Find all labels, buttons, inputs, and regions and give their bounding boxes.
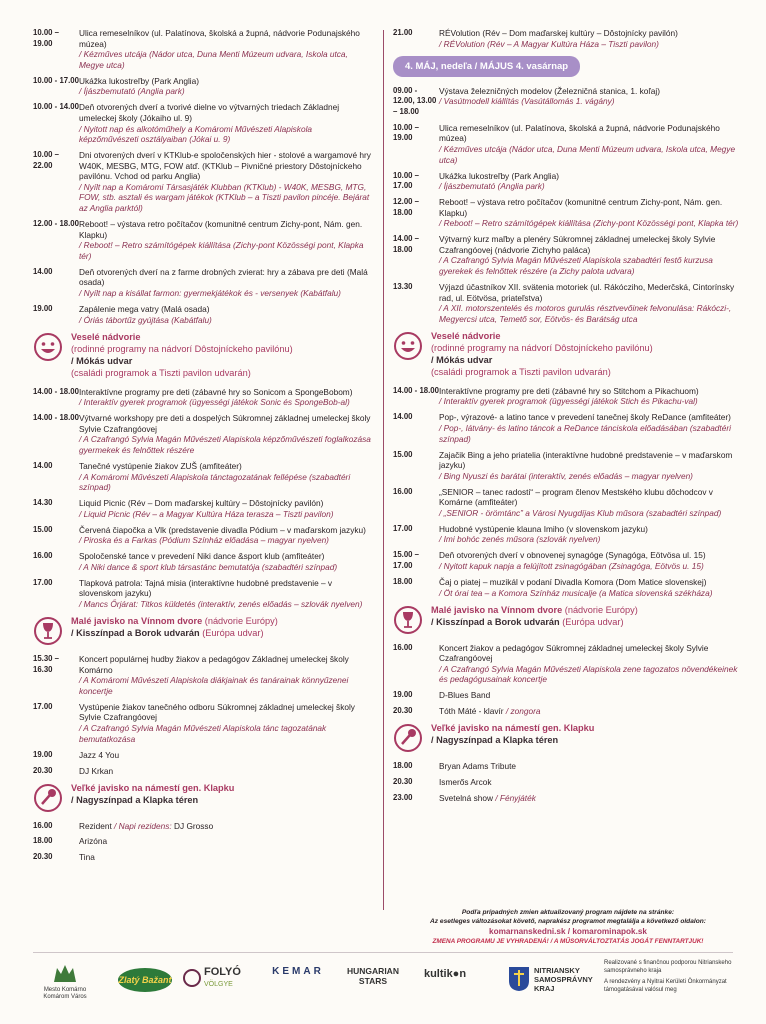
event-time: 12.00 - 18.00 — [33, 219, 79, 229]
footer-rule — [33, 952, 733, 953]
event-title-sk: Ulica remeselníkov (ul. Palatínova, školská a župná, nádvorie Podunajského múzea) — [79, 28, 360, 49]
event-item — [393, 234, 743, 276]
event-item — [33, 551, 373, 572]
event-title-hu: / Interaktív gyerek programok (ügyességi játékok Sonic és SpongeBob-al) — [79, 397, 350, 408]
event-time: 21.00 — [393, 28, 413, 37]
volgye-text: VÖLGYE — [204, 981, 233, 988]
stage-title-hu: / Mókás udvar — [431, 354, 493, 365]
event-title-hu: / A XII. motorszentelés és motoros gurulás résztvevőinek felvonulása: Rákóczi-, Megyercsi utca, Temető sor, Eötvös- és Barátság utca — [439, 303, 732, 324]
stage-header-text — [431, 330, 653, 378]
event-item — [393, 761, 743, 772]
warning-sk: ZMENA PROGRAMU JE VYHRADENÁ! — [432, 938, 549, 945]
event-time: 14.00 – 18.00 — [393, 234, 420, 254]
event-time: 10.00 – 22.00 — [33, 150, 60, 170]
stage-header — [33, 782, 373, 813]
event-title-hu: / Interaktív gyerek programok (ügyességi játékok Stich és Pikachu-val) — [439, 396, 698, 407]
stage-title-line — [71, 782, 234, 794]
nsk-text: NITRIANSKY SAMOSPRÁVNY KRAJ — [534, 966, 593, 993]
event-time: 09.00 - 12.00, 13.00 – 18.00 — [393, 85, 437, 116]
event-title-sk: Liquid Picnic (Rév – Dom maďarskej kultúry – Dôstojnícky pavilón) — [79, 498, 324, 509]
event-item — [33, 461, 373, 493]
stage-header-text — [71, 782, 234, 806]
event-title-hu: / A Czafrangó Sylvia Magán Művészeti Alapiskola tánc tagozatának bemutatkozása — [79, 722, 327, 744]
event-title-hu: / A Czafrangó Sylvia Magán Művészeti Alapiskola zene tagozatos növendékeinek és pedagógusainak koncertje — [439, 663, 738, 685]
event-title-sk: D-Blues Band — [439, 690, 491, 701]
stage-location-hu: (Európa udvar) — [199, 628, 264, 638]
event-title-hu: / Nyílt nap a kisállat farmon: gyermekjátékok és - versenyek (Kabátfalu) — [79, 288, 341, 299]
footer-warning — [393, 937, 743, 946]
event-title-sk: RÉVolution (Rév – Dom maďarskej kultúry – Dôstojnícky pavilón) — [439, 28, 678, 38]
event-time: 10.00 - 14.00 — [33, 102, 79, 112]
event-title-hu: / Nyitott kapuk napja a felújított zsinagógában (Zsinagóga, Eötvös u. 15) — [439, 561, 704, 572]
event-item — [33, 836, 373, 847]
event-item — [393, 123, 743, 165]
event-body — [439, 450, 743, 482]
event-title-hu: / Íjászbemutató (Anglia park) — [439, 181, 545, 192]
event-title-sk: Dni otvorených dverí v KTKlub-e spoločenských hier - stolové a wargamové hry W40K, MESBG, MTG, FOW atď. (KTKlub – Pivničné priestory Dôstojníckeho pavilónu. Vchod od parku Anglia) — [79, 150, 371, 182]
stage-title: Veľké javisko na námestí gen. Klapku — [431, 723, 595, 734]
stage-header-text — [431, 722, 594, 746]
event-title-sk: Svetelná show — [439, 793, 493, 804]
event-body — [79, 102, 373, 144]
zlaty-bazant-logo — [116, 964, 174, 997]
komarno-logo-text: Mesto Komárno Komárom Város — [43, 987, 87, 1000]
event-item — [33, 413, 373, 455]
kemar-text: KEMAR — [272, 966, 324, 977]
event-time: 14.00 - 18.00 — [33, 413, 79, 423]
event-item — [33, 852, 373, 863]
event-title-hu: / Napi rezidens: — [111, 820, 172, 831]
footer-line-hu: Az esetleges változásokat követő, naprakész programot megtalálja a következő oldalon: — [430, 918, 706, 925]
event-item — [33, 387, 373, 408]
event-item — [33, 654, 373, 696]
event-body — [439, 550, 743, 571]
event-title-hu: / zongora — [503, 706, 541, 717]
event-time: 17.00 — [33, 701, 53, 711]
stage-title-hu: / Mókás udvar — [71, 355, 133, 366]
event-title-hu: / A Czafrangó Sylvia Magán Művészeti Alapiskola szabadtéri festő kurzusa gyerekek és felnőttek részére (a Zichy palota udvara) — [439, 255, 713, 277]
stage-title-hu: / Nagyszínpad a Klapka téren — [71, 794, 199, 805]
event-title-hu: / Vasútmodell kiállítás (Vasútállomás 1. vágány) — [439, 96, 615, 107]
zlaty-bazant-text: Zlatý Bažant — [118, 975, 172, 985]
event-title-hu: / RÉVolution (Rév – A Magyar Kultúra Háza – Tiszti pavilon) — [439, 38, 659, 49]
event-body — [439, 487, 743, 519]
event-body — [79, 766, 373, 777]
link-komarnanskedni[interactable]: komarnanskedni.sk — [489, 927, 566, 936]
stage-title: Veľké javisko na námestí gen. Klapku — [71, 782, 235, 793]
kultikon-logo: kultik●n — [423, 968, 467, 980]
event-item — [33, 102, 373, 144]
smiley-icon — [33, 332, 63, 362]
support-hu: A rendezvény a Nyitrai Kerületi Önkormányzat támogatásával valósul meg — [604, 979, 727, 993]
nsk-shield-icon — [508, 966, 530, 992]
event-item — [393, 28, 743, 49]
event-time: 19.00 — [33, 304, 53, 313]
event-time: 15.00 — [33, 524, 53, 534]
footer-notice — [393, 908, 743, 946]
event-body — [439, 86, 743, 118]
event-title-sk: Výtvarný kurz maľby a plenéry Súkromnej základnej umeleckej školy Sylvie Czafrangóovej (nádvorie Zichyho paláca) — [439, 234, 716, 255]
event-title-sk: Reboot! – výstava retro počítačov (komunitné centrum Zichy-pont, Nám. gen. Klapku) — [439, 197, 723, 218]
event-time: 14.00 - 18.00 — [393, 385, 439, 395]
event-time: 15.30 – 16.30 — [33, 654, 60, 674]
event-time: 16.00 — [33, 551, 53, 561]
stage-title-hu: / Nagyszínpad a Klapka téren — [431, 735, 559, 746]
stage-title-line — [431, 330, 653, 342]
event-title-hu: / Piroska és a Farkas (Pódium Színház előadása – magyar nyelven) — [79, 535, 329, 546]
folyo-text: FOLYÓ — [204, 966, 241, 978]
event-title-sk: Vystúpenie žiakov tanečného odboru Súkromnej základnej umeleckej školy Sylvie Czafrangóovej — [79, 701, 355, 723]
event-title-sk: Interaktívne programy pre deti (zábavné hry so Sonicom a SpongeBobom) — [79, 386, 353, 397]
event-time: 20.30 — [393, 706, 413, 716]
event-title-sk: Deň otvorených dverí a tvorivé dielne vo výtvarných triedach Základnej umeleckej školy (Jókaiho ul. 9) — [79, 102, 340, 123]
event-title-sk: Červená čiapočka a Vlk (predstavenie divadla Pódium – v maďarskom jazyku) — [79, 524, 366, 535]
event-title-sk: Pop-, výrazové- a latino tance v prevedení tanečnej školy ReDance (amfiteáter) — [439, 412, 731, 423]
event-item — [393, 412, 743, 444]
stage-header — [33, 331, 373, 379]
event-time: 17.00 — [393, 523, 413, 533]
event-item — [393, 450, 743, 482]
event-title-hu: / Liquid Picnic (Rév – a Magyar Kultúra Háza terasza – Tiszti pavilon) — [79, 508, 334, 519]
stage-title-hu-line — [71, 355, 293, 367]
event-title-sk: Ismerős Arcok — [439, 777, 492, 788]
stage-title-hu: / Kisszínpad a Borok udvarán — [431, 616, 560, 627]
event-time: 19.00 — [393, 690, 413, 700]
smiley-icon — [393, 331, 423, 361]
microphone-icon — [33, 783, 63, 813]
event-item — [393, 777, 743, 788]
kemar-logo — [263, 968, 333, 976]
event-body — [79, 654, 373, 696]
event-title-hu: / Fényjáték — [492, 793, 536, 804]
event-body — [79, 702, 373, 744]
event-title-hu: / Reboot! – Retro számítógépek kiállítása (Zichy-pont Közösségi pont, Klapka tér) — [79, 240, 364, 261]
event-title-hu: / Reboot! – Retro számítógépek kiállítása (Zichy-pont Közösségi pont, Klapka tér) — [439, 218, 739, 229]
stage-header-text — [71, 615, 278, 639]
event-body — [79, 387, 373, 408]
warning-hu: A MŰSORVÁLTOZTATÁS JOGÁT FENNTARTJUK! — [553, 938, 704, 945]
event-time: 17.00 — [33, 577, 53, 587]
stage-header — [393, 604, 743, 635]
event-time: 15.00 – 17.00 — [393, 550, 420, 571]
event-title-sk: Zajačik Bing a jeho priatelia (interaktívne hudobné predstavenie – v maďarskom jazyku) — [439, 449, 733, 471]
right-column — [393, 28, 743, 809]
event-time: 14.00 — [33, 266, 53, 276]
event-title-sk: Jazz 4 You — [79, 749, 120, 760]
event-item — [393, 197, 743, 229]
event-item — [33, 702, 373, 744]
wine-glass-icon — [33, 616, 63, 646]
event-body — [439, 234, 743, 276]
stage-header — [393, 722, 743, 753]
event-title-sk: Spoločenské tance v prevedení Niki dance &sport klub (amfiteáter) — [79, 551, 325, 562]
event-title-hu: / Óriás tábortűz gyújtása (Kabátfalu) — [79, 314, 212, 325]
event-title-sk: Koncert populárnej hudby žiakov a pedagógov Základnej umeleckej školy Komárno — [79, 654, 349, 675]
event-body — [439, 28, 743, 49]
event-item — [33, 304, 373, 325]
event-title-sk: Interaktívne programy pre deti (zábavné hry so Stitchom a Pikachuom) — [439, 385, 699, 396]
event-item — [33, 76, 373, 97]
stage-title: Malé javisko na Vínnom dvore — [431, 604, 563, 615]
event-title-sk: Tlapková patrola: Tajná misia (interaktívne hudobné predstavenie – v slovenskom jazyku) — [79, 577, 333, 599]
event-title-sk: Ukážka lukostreľby (Park Anglia) — [79, 75, 200, 86]
stage-title-hu-line — [71, 794, 234, 806]
event-title-hu: / Nyílt nap a Komáromi Társasjáték Klubban (KTKlub) - W40K, MESBG, MTG, FOW, stb. asztali és wargam játékok (KTKlub – a Tiszti pavilon pincéje. Bejárat az Anglia parktól) — [79, 181, 370, 214]
event-time: 20.30 — [33, 852, 53, 862]
event-title-sk: Ukážka lukostreľby (Park Anglia) — [439, 170, 560, 181]
stage-header — [33, 615, 373, 646]
event-item — [393, 487, 743, 519]
event-title-hu: / Kézműves utcája (Nádor utca, Duna Menti Múzeum udvara, Iskola utca, Megye utca) — [439, 143, 736, 165]
stage-location: (nádvorie Európy) — [562, 604, 638, 615]
event-item — [33, 578, 373, 610]
event-title-sk: Deň otvorených dverí v obnovenej synagóge (Synagóga, Eötvösa ul. 15) — [439, 550, 706, 561]
event-body — [439, 577, 743, 598]
event-item — [33, 750, 373, 761]
event-item — [393, 690, 743, 701]
event-time: 16.00 — [393, 642, 413, 652]
event-body — [439, 690, 743, 701]
event-item — [33, 525, 373, 546]
stage-subtitle-sk: (rodinné programy na nádvorí Dôstojníckeho pavilónu) — [431, 342, 653, 353]
event-body — [79, 852, 373, 863]
event-item — [33, 28, 373, 70]
event-item — [393, 524, 743, 545]
event-time: 15.00 — [393, 449, 413, 459]
event-body — [79, 578, 373, 610]
event-body — [79, 219, 373, 261]
event-title-hu: / „SENIOR - örömtánc” a Városi Nyugdíjas Klub műsora (szabadtéri színpad) — [439, 507, 722, 518]
event-item — [33, 219, 373, 261]
event-title-sk: Reboot! – výstava retro počítačov (komunitné centrum Zichy-pont, Nám. gen. Klapku) — [79, 219, 363, 240]
stage-title: Veselé nádvorie — [431, 330, 501, 341]
link-komarominapok[interactable]: komarominapok.sk — [572, 927, 647, 936]
hungarian-stars-logo: HUNGARIAN STARS — [347, 966, 399, 986]
event-body — [79, 150, 373, 214]
event-title-hu: / A Czafrangó Sylvia Magán Művészeti Alapiskola képzőművészeti foglalkozása gyermekek és felnőttek részére — [79, 434, 371, 455]
komarno-crest-icon — [52, 962, 78, 984]
event-title-hu: / A Komáromi Művészeti Alapiskola tánctagozatának fellépése (szabadtéri színpad) — [79, 471, 351, 493]
event-time: 18.00 — [33, 836, 53, 846]
event-time: 20.30 — [393, 777, 413, 787]
event-body — [439, 282, 743, 324]
event-body — [439, 793, 743, 804]
stage-subtitle-hu: (családi programok a Tiszti pavilon udvarán) — [71, 367, 251, 378]
event-title-sk: Rezident — [79, 820, 112, 831]
stage-location: (nádvorie Európy) — [202, 616, 278, 626]
stage-location-hu: (Európa udvar) — [559, 616, 624, 627]
event-title-sk: Deň otvorených dverí na z farme drobných zvierat: hry a zábava pre deti (Malá osada) — [79, 266, 368, 288]
event-body — [439, 123, 743, 165]
event-title-sk: Arizóna — [79, 836, 108, 847]
support-text — [604, 960, 734, 994]
event-title-sk: Bryan Adams Tribute — [439, 761, 517, 772]
stage-title-line — [431, 604, 638, 616]
event-title-hu: / Pop-, látvány- és latino táncok a ReDance tánciskola előadásában (szabadtéri színpad) — [439, 422, 731, 444]
stage-title-line — [71, 615, 278, 627]
event-title-hu: / Öt órai tea – a Komora Színház musicalje (a Matica slovenská székháza) — [439, 587, 713, 598]
event-body — [439, 197, 743, 229]
stage-title-hu-line — [71, 627, 278, 639]
stage-title: Malé javisko na Vínnom dvore — [71, 616, 203, 626]
event-title-hu: / Íjászbemutató (Anglia park) — [79, 86, 185, 97]
left-column — [33, 28, 373, 868]
grape-icon — [182, 968, 202, 988]
stage-header-text — [431, 604, 638, 628]
event-title-hu: / A Niki dance & sport klub társastánc bemutatója (szabadtéri színpad) — [79, 561, 338, 572]
event-item — [393, 706, 743, 717]
event-time: 14.00 — [393, 412, 413, 422]
event-item — [393, 643, 743, 685]
day-header-pill: 4. MÁJ, nedeľa / MÁJUS 4. vasárnap — [393, 56, 580, 77]
event-body — [439, 777, 743, 788]
link-separator: / — [565, 927, 573, 936]
komarno-logo — [30, 962, 100, 1001]
wine-glass-icon — [393, 605, 423, 635]
event-time: 13.30 — [393, 282, 413, 292]
sponsor-logos — [30, 956, 740, 1016]
event-title-sk: Koncert žiakov a pedagógov Súkromnej základnej umeleckej školy Sylvie Czafrangóovej — [439, 642, 709, 664]
event-body — [79, 821, 373, 832]
stage-title: Veselé nádvorie — [71, 331, 141, 342]
event-body — [439, 412, 743, 444]
event-item — [393, 793, 743, 804]
event-title-hu: / Kézműves utcája (Nádor utca, Duna Menti Múzeum udvara, Iskola utca, Megye utca) — [79, 49, 348, 70]
event-title-sk: Výstava železničných modelov (Železničná stanica, 1. koľaj) — [439, 85, 661, 96]
event-item — [33, 150, 373, 214]
event-body — [439, 643, 743, 685]
event-title-hu: / Mancs Őrjárat: Titkos küldetés (interaktív, zenés előadás – szlovák nyelven) — [79, 599, 363, 610]
event-title-sk: Zapálenie mega vatry (Malá osada) — [79, 304, 210, 314]
footer-line-sk: Podľa prípadných zmien aktualizovaný program nájdete na stránke: — [461, 909, 675, 916]
event-body — [79, 28, 373, 70]
event-time: 18.00 — [393, 761, 413, 771]
event-time: 10.00 – 17.00 — [393, 170, 420, 191]
event-performer: DJ Grosso — [171, 820, 214, 831]
microphone-icon — [393, 723, 423, 753]
event-time: 10.00 – 19.00 — [393, 122, 420, 143]
footer-links — [393, 926, 743, 937]
event-title-sk: DJ Krkan — [79, 765, 114, 776]
event-title-sk: Tanečné vystúpenie žiakov ZUŠ (amfiteáter) — [79, 460, 242, 471]
event-item — [393, 86, 743, 118]
stage-header-text — [71, 331, 293, 379]
event-title-sk: Výjazd účastníkov XII. svätenia motoriek (ul. Rákócziho, Mederčská, Cintorínsky rad, ul. Eötvösa, priateľstva) — [439, 282, 735, 303]
stage-subtitle-sk: (rodinné programy na nádvorí Dôstojníckeho pavilónu) — [71, 343, 293, 354]
event-item — [33, 267, 373, 299]
event-body — [79, 461, 373, 493]
event-time: 14.00 - 18.00 — [33, 386, 79, 396]
stage-title-hu-line — [431, 616, 638, 628]
event-title-sk: Výtvarné workshopy pre deti a dospelých Súkromnej základnej umeleckej školy Sylvie Czafrangóovej — [79, 413, 371, 434]
event-title-hu: / Bing Nyuszi és barátai (interaktív, zenés előadás – magyar nyelven) — [439, 470, 693, 481]
stage-title-hu-line — [431, 354, 653, 366]
event-time: 20.30 — [33, 765, 53, 775]
event-title-hu: / Nyitott nap és alkotóműhely a Komáromi Művészeti Alapiskola képzőművészeti osztályaiban (Jókai u. 9) — [79, 123, 313, 145]
stage-title-line — [431, 722, 594, 734]
event-item — [393, 577, 743, 598]
event-body — [79, 413, 373, 455]
event-title-sk: Ulica remeselníkov (ul. Palatínova, školská a župná, nádvorie Podunajského múzea) — [439, 122, 720, 144]
stage-title-hu-line — [431, 734, 594, 746]
support-sk: Realizované s finančnou podporou Nitrianskeho samosprávneho kraja — [604, 960, 732, 974]
event-time: 12.00 – 18.00 — [393, 197, 420, 217]
event-body — [79, 525, 373, 546]
event-time: 16.00 — [393, 486, 413, 496]
event-item — [393, 171, 743, 192]
event-time: 23.00 — [393, 793, 413, 803]
event-time: 18.00 — [393, 577, 413, 587]
event-title-hu: / Imi bohóc zenés műsora (szlovák nyelven) — [439, 534, 601, 545]
column-divider — [383, 30, 384, 910]
event-body — [79, 76, 373, 97]
event-title-sk: Hudobné vystúpenie klauna Imiho (v slovenskom jazyku) — [439, 523, 648, 534]
event-body — [439, 761, 743, 772]
event-body — [79, 551, 373, 572]
event-item — [33, 498, 373, 519]
event-title-sk: Tóth Máté - klavír — [439, 706, 504, 717]
event-title-sk: Čaj o piatej – muzikál v podaní Divadla Komora (Dom Matice slovenskej) — [439, 577, 707, 588]
event-body — [79, 304, 373, 325]
event-body — [439, 706, 743, 717]
warning-separator: / — [548, 938, 554, 945]
event-body — [439, 386, 743, 407]
event-title-hu: / A Komáromi Művészeti Alapiskola diákjainak és tanárainak könnyűzenei koncertje — [79, 675, 349, 696]
event-body — [439, 524, 743, 545]
event-item — [33, 766, 373, 777]
event-body — [79, 267, 373, 299]
event-title-sk: Tina — [79, 852, 95, 863]
stage-title-hu: / Kisszínpad a Borok udvarán — [71, 628, 200, 638]
stage-header — [393, 330, 743, 378]
event-time: 14.30 — [33, 498, 53, 508]
event-time: 14.00 — [33, 460, 53, 470]
event-item — [393, 550, 743, 571]
event-body — [79, 750, 373, 761]
event-body — [79, 498, 373, 519]
event-item — [33, 821, 373, 832]
event-item — [393, 282, 743, 324]
stage-title-line — [71, 331, 293, 343]
event-time: 10.00 – 19.00 — [33, 28, 60, 48]
event-time: 16.00 — [33, 820, 53, 830]
event-body — [79, 836, 373, 847]
event-item — [393, 386, 743, 407]
event-body — [439, 171, 743, 192]
stage-subtitle-hu: (családi programok a Tiszti pavilon udvarán) — [431, 366, 611, 377]
event-time: 19.00 — [33, 749, 53, 759]
event-time: 10.00 - 17.00 — [33, 75, 79, 85]
event-title-sk: „SENIOR – tanec radosti“ – program členov Mestského klubu dôchodcov v Komárne (amfiteáter) — [439, 486, 713, 508]
